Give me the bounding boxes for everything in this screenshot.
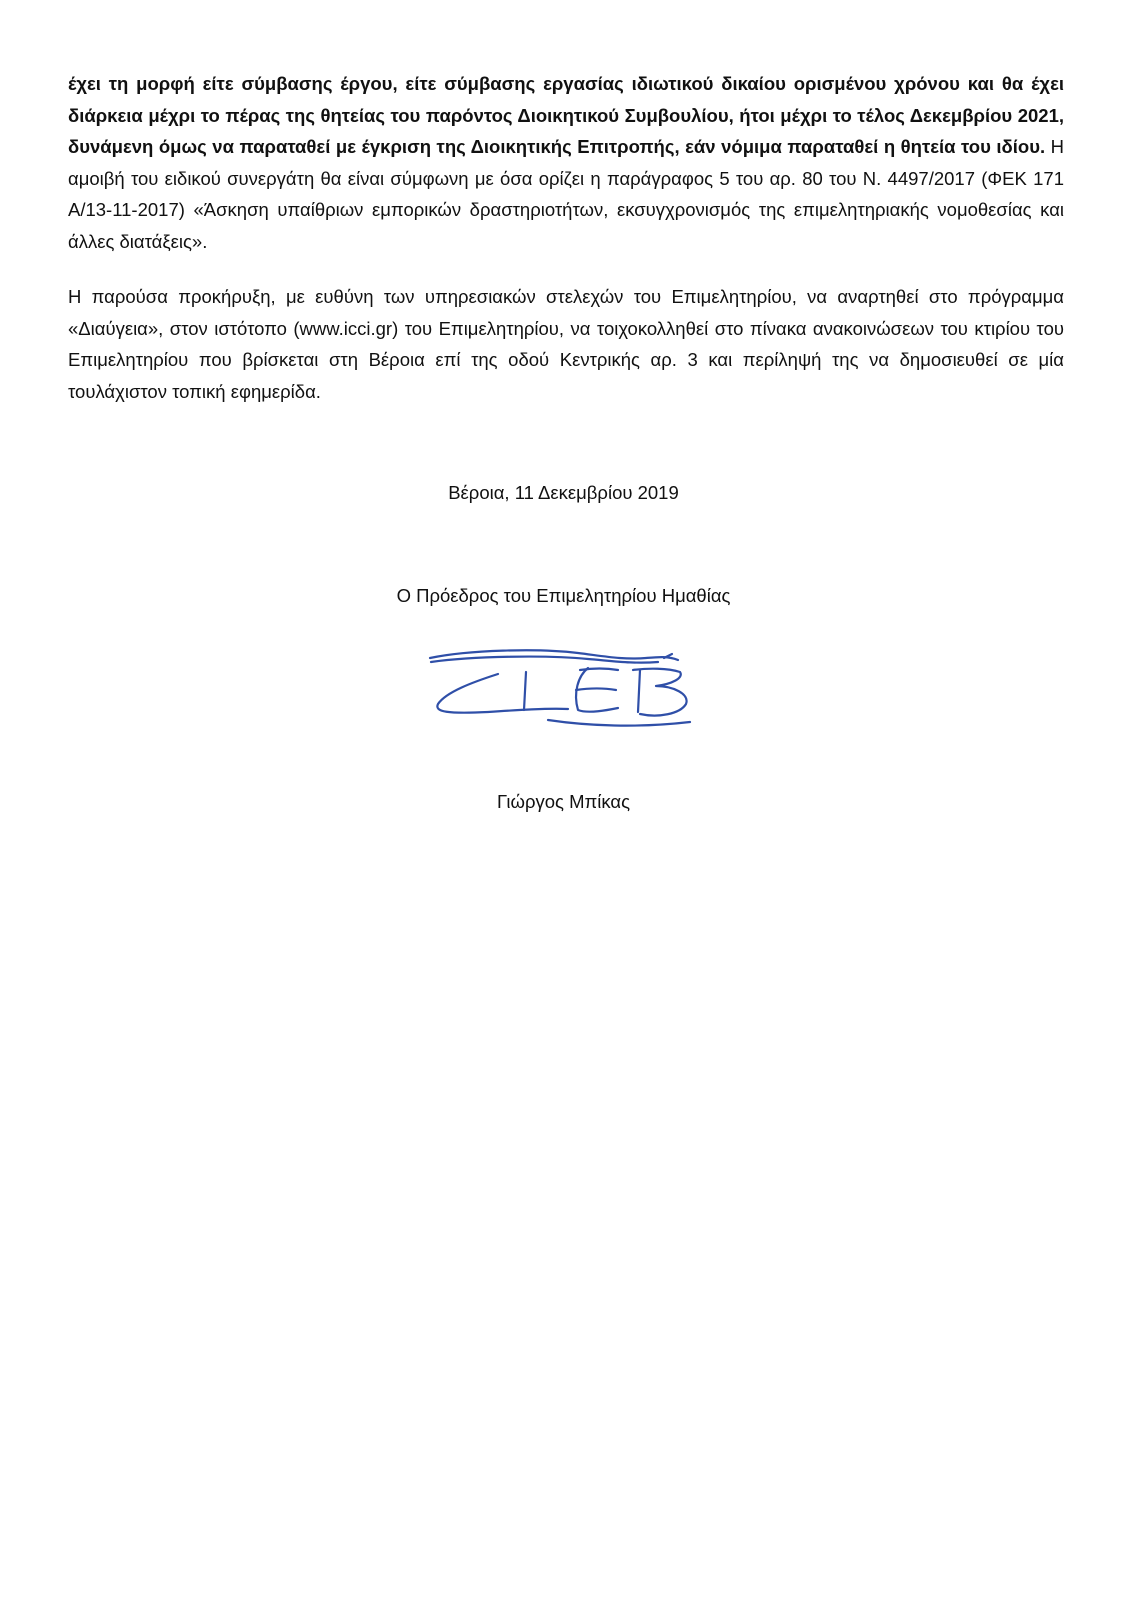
handwritten-signature <box>428 648 703 738</box>
paragraph-contract-terms-bold: έχει τη μορφή είτε σύμβασης έργου, είτε σύμβασης εργασίας ιδιωτικού δικαίου ορισμένου χρόνου και θα έχει διάρκεια μέχρι το πέρας της θητείας του παρόντος Διοικητικού Συμβουλίου, ήτοι μέχρι το τέλος Δεκεμβρίου 2021, δυνάμενη όμως να παραταθεί με έγκριση της Διοικητικής Επιτροπής, εάν νόμιμα παραταθεί η θητεία του ιδίου. <box>68 73 1064 157</box>
paragraph-contract-terms <box>68 68 1064 257</box>
paragraph-contract-terms-regular: Η αμοιβή του ειδικού συνεργάτη θα είναι σύμφωνη με όσα ορίζει η παράγραφος 5 του αρ. 80 του Ν. 4497/2017 (ΦΕΚ 171 Α/13-11-2017) «Άσκηση υπαίθριων εμπορικών δραστηριοτήτων, εκσυγχρονισμός της επιμελητηριακής νομοθεσίας και άλλες διατάξεις». <box>68 136 1065 252</box>
signatory-title: Ο Πρόεδρος του Επιμελητηρίου Ημαθίας <box>396 585 731 606</box>
signatory-name: Γιώργος Μπίκας <box>497 791 630 812</box>
date-line: Βέροια, 11 Δεκεμβρίου 2019 <box>448 482 679 503</box>
signature-strokes <box>430 650 690 725</box>
paragraph-publication: Η παρούσα προκήρυξη, με ευθύνη των υπηρεσιακών στελεχών του Επιμελητηρίου, να αναρτηθεί στο πρόγραμμα «Διαύγεια», στον ιστότοπο (www.icci.gr) του Επιμελητηρίου, να τοιχοκολληθεί στο πίνακα ανακοινώσεων του κτιρίου του Επιμελητηρίου που βρίσκεται στη Βέροια επί της οδού Κεντρικής αρ. 3 και περίληψή της να δημοσιευθεί σε μία τουλάχιστον τοπική εφημερίδα. <box>68 286 1064 402</box>
